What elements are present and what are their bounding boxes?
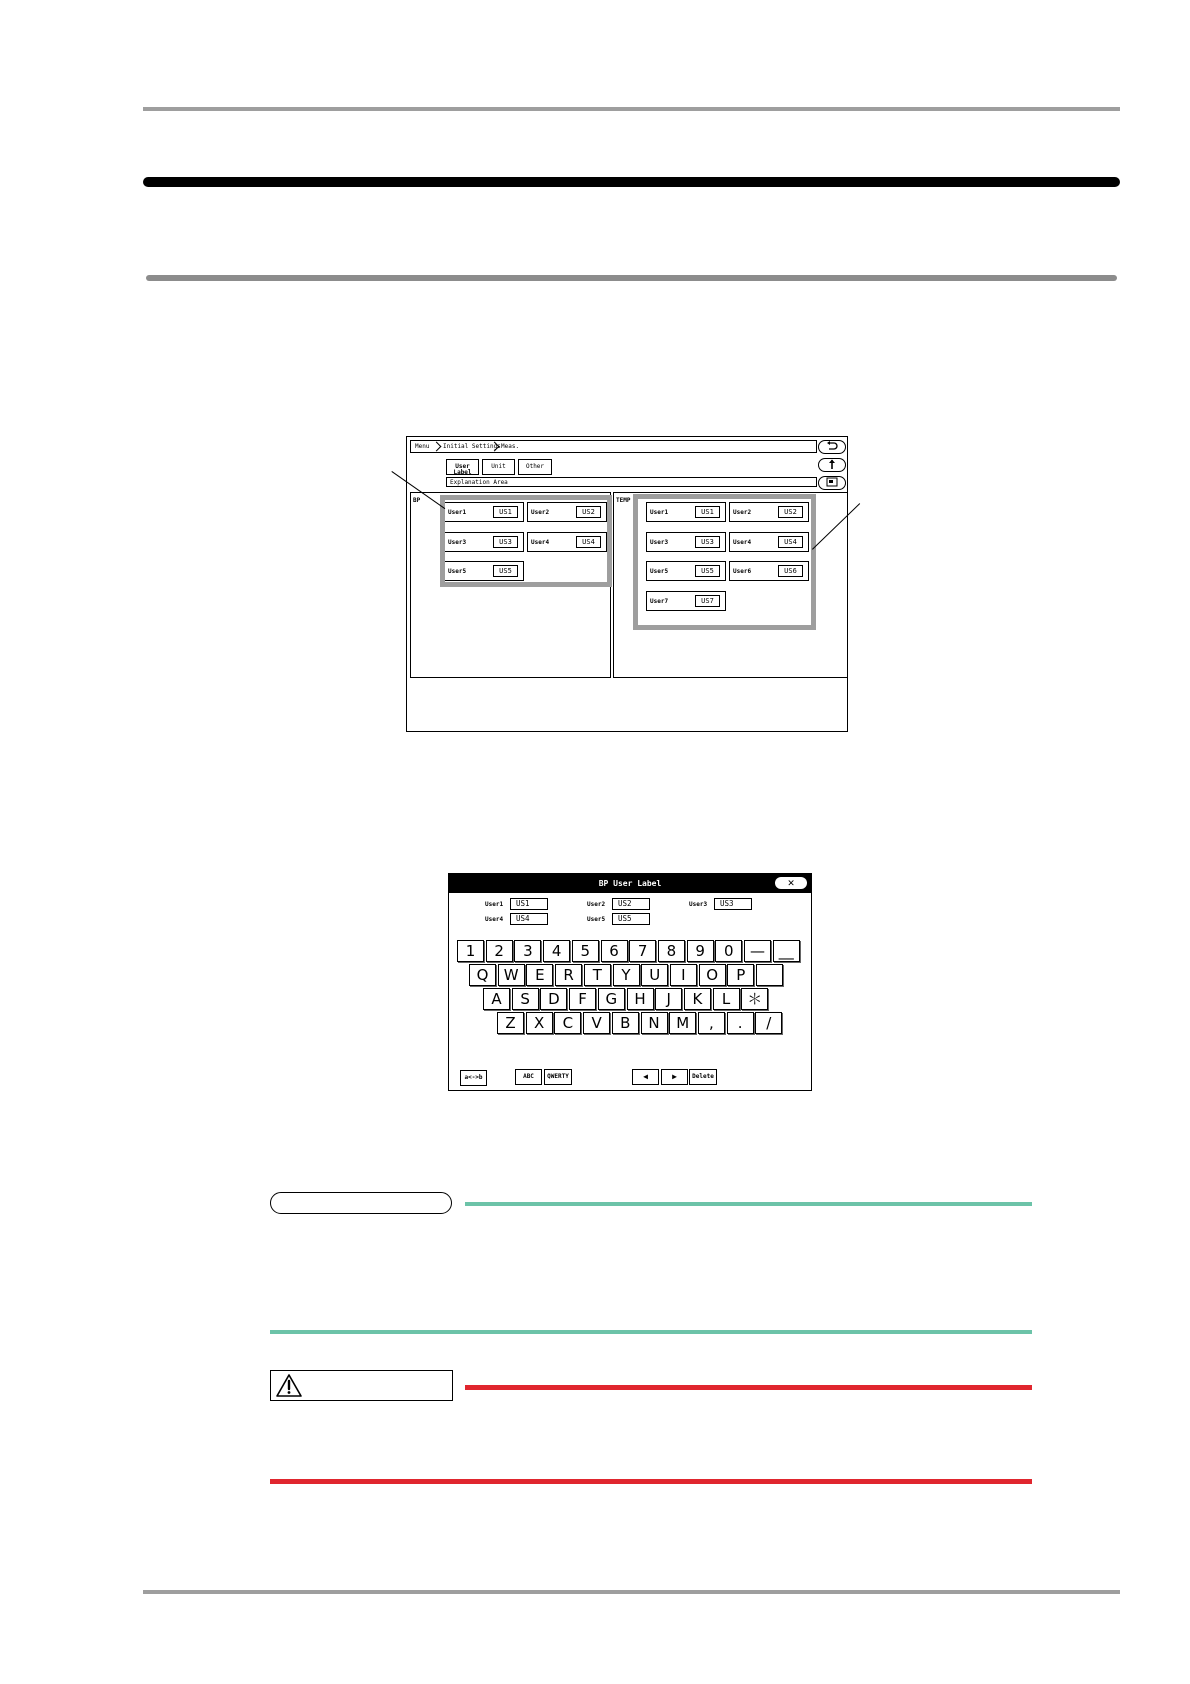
key[interactable]: — [744,940,771,962]
key[interactable]: E [526,964,553,986]
user-value: US5 [493,565,518,577]
chevron-right-icon [432,442,442,452]
key[interactable]: J [655,988,682,1010]
user-label: User3 [650,539,669,546]
triangle-left-icon: ◀ [643,1072,648,1081]
delete-button[interactable]: Delete [689,1069,717,1085]
user-label: User6 [733,568,752,575]
bp-user-label-dialog [448,873,812,1091]
value-user4[interactable]: US4 [510,913,548,925]
user-label: User2 [531,509,550,516]
warning-triangle-icon [275,1373,303,1398]
key[interactable]: . [727,1012,754,1034]
label-user2: User2 [587,901,606,908]
bp-highlight-frame [440,495,612,587]
up-arrow-icon [827,459,837,470]
key[interactable]: D [540,988,567,1010]
window-button[interactable] [818,476,846,490]
temp-panel-title: TEMP [616,497,631,504]
key[interactable]: O [699,964,726,986]
user-value: US1 [493,506,518,518]
breadcrumb-item[interactable]: Menu [415,443,430,450]
breadcrumb [410,440,817,453]
key[interactable]: Z [497,1012,524,1034]
key[interactable]: 2 [486,940,513,962]
user-value: US3 [695,536,720,548]
key[interactable]: H [627,988,654,1010]
key[interactable]: M [669,1012,696,1034]
user-value: US2 [778,506,803,518]
key[interactable] [756,964,783,986]
subsection-rule [146,275,1117,281]
caution-bottom-line [270,1479,1032,1484]
user-label: User1 [650,509,669,516]
key[interactable]: 5 [572,940,599,962]
dialog-title-text: BP User Label [598,879,662,888]
cursor-left-button[interactable] [632,1069,659,1085]
key[interactable]: Q [469,964,496,986]
tab-user-label[interactable]: User Label [446,459,479,475]
key[interactable]: ＊ [741,988,768,1010]
key[interactable]: X [526,1012,553,1034]
key[interactable]: B [612,1012,639,1034]
tab-unit[interactable]: Unit [482,459,515,475]
user-value: US1 [695,506,720,518]
value-user3[interactable]: US3 [714,898,752,910]
key[interactable]: Y [613,964,640,986]
section-heading-bar [143,177,1120,187]
footer-rule [143,1590,1120,1594]
caution-label-box [270,1370,453,1401]
key[interactable]: C [554,1012,581,1034]
user-value: US2 [576,506,601,518]
key[interactable]: R [555,964,582,986]
key[interactable]: 9 [687,940,714,962]
key[interactable]: , [698,1012,725,1034]
label-user1: User1 [485,901,504,908]
key[interactable]: 3 [514,940,541,962]
bp-panel-title: BP [413,497,421,504]
cursor-right-button[interactable] [661,1069,688,1085]
case-toggle-button[interactable]: a<->b [460,1070,487,1086]
key[interactable]: T [584,964,611,986]
key[interactable]: U [641,964,668,986]
key[interactable]: 1 [457,940,484,962]
value-user5[interactable]: US5 [612,913,650,925]
key[interactable]: __ [773,940,800,962]
note-label-box [270,1192,452,1214]
key[interactable]: G [598,988,625,1010]
breadcrumb-item: Meas. [501,443,520,450]
value-user1[interactable]: US1 [510,898,548,910]
user-label: User4 [733,539,752,546]
user-label: User5 [448,568,467,575]
key[interactable]: I [670,964,697,986]
dialog-title [449,874,811,893]
user-label: User4 [531,539,550,546]
user-label: User1 [448,509,467,516]
close-button[interactable] [775,877,807,889]
user-label: User7 [650,598,669,605]
close-x-icon: ✕ [787,876,795,889]
user-label: User2 [733,509,752,516]
header-rule [143,107,1120,111]
caution-top-line [465,1385,1032,1390]
abc-layout-button[interactable]: ABC [515,1069,542,1085]
key[interactable]: 0 [715,940,742,962]
key[interactable]: 4 [543,940,570,962]
key[interactable]: K [684,988,711,1010]
user-value: US4 [778,536,803,548]
note-top-line [465,1202,1032,1206]
note-bottom-line [270,1330,1032,1334]
up-button[interactable] [818,458,846,472]
user-value: US5 [695,565,720,577]
user-value: US4 [576,536,601,548]
key[interactable]: N [641,1012,668,1034]
key[interactable]: S [512,988,539,1010]
user-label: User3 [448,539,467,546]
temp-highlight-frame [633,494,816,630]
triangle-right-icon: ▶ [672,1072,677,1081]
key[interactable]: 7 [629,940,656,962]
user-value: US7 [695,595,720,607]
key[interactable]: P [727,964,754,986]
explanation-area: Explanation Area [446,477,817,487]
label-user3: User3 [689,901,708,908]
tab-other[interactable]: Other [518,459,552,475]
window-icon [826,477,838,487]
key[interactable]: W [498,964,525,986]
undo-arrow-icon [826,441,838,451]
key[interactable]: 8 [658,940,685,962]
key[interactable]: / [755,1012,782,1034]
qwerty-layout-button[interactable]: QWERTY [544,1069,572,1085]
meas-settings-screen [406,436,848,732]
back-button[interactable] [818,440,846,454]
key[interactable]: V [583,1012,610,1034]
value-user2[interactable]: US2 [612,898,650,910]
user-value: US3 [493,536,518,548]
key[interactable]: L [713,988,740,1010]
key[interactable]: A [483,988,510,1010]
key[interactable]: F [569,988,596,1010]
user-value: US6 [778,565,803,577]
breadcrumb-item[interactable]: Initial Settings [443,443,501,450]
label-user5: User5 [587,916,606,923]
key[interactable]: 6 [601,940,628,962]
user-label: User5 [650,568,669,575]
label-user4: User4 [485,916,504,923]
